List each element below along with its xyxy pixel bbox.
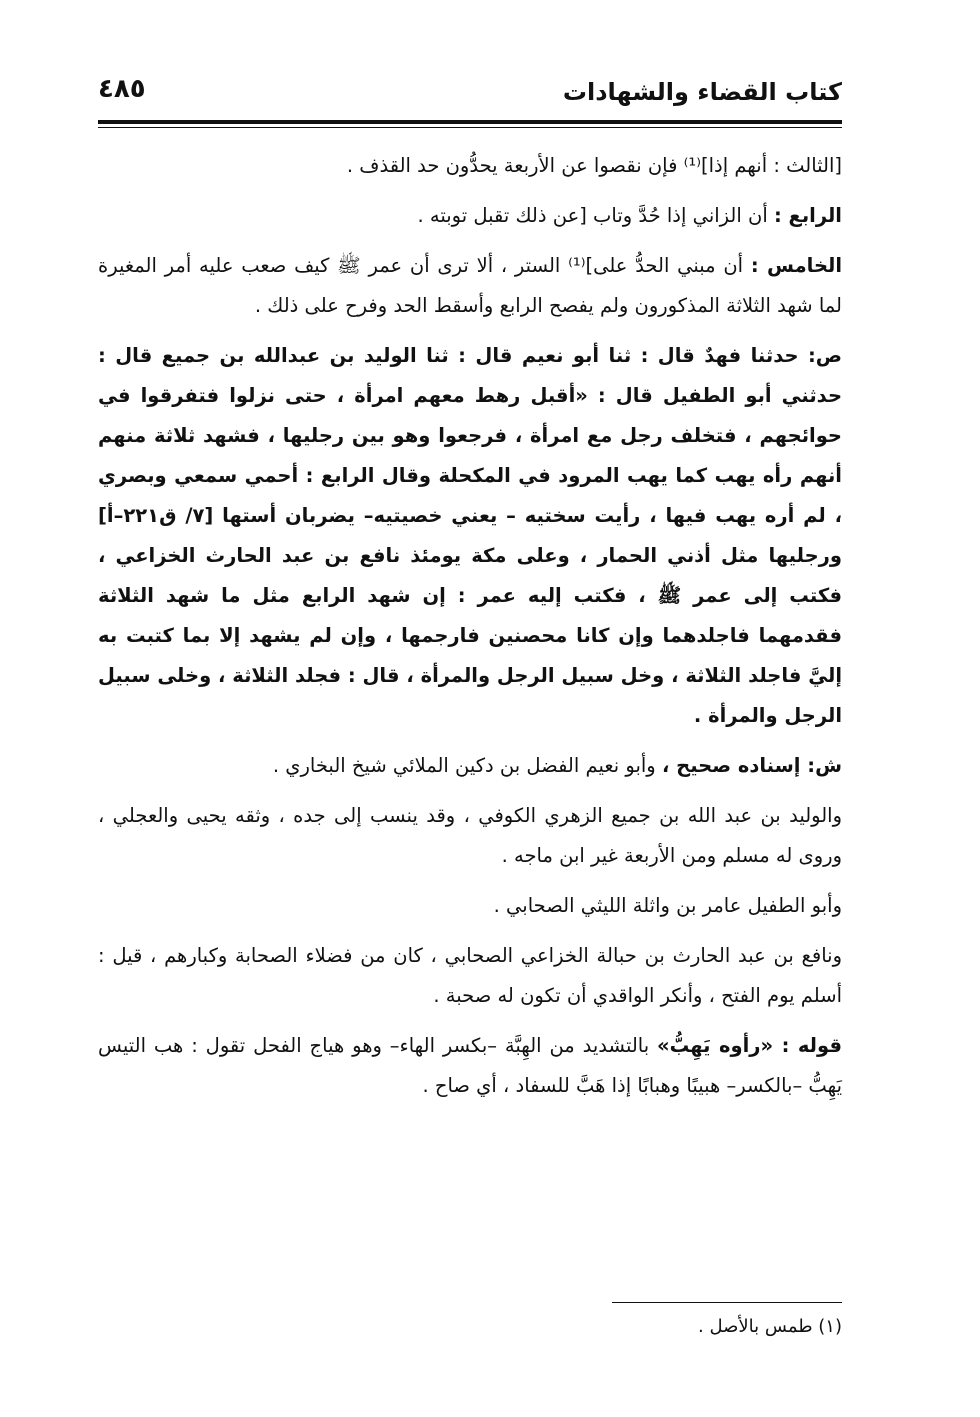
paragraph-abu-tufail xyxy=(98,886,842,926)
paragraph-fourth xyxy=(98,196,842,236)
footnote: (١) طمس بالأصل . xyxy=(698,1316,842,1337)
paragraph-fifth xyxy=(98,246,842,326)
paragraph-text: أن مبني الحدُّ على]⁽¹⁾ الستر ، ألا ترى أن عمر ﷺ كيف صعب عليه أمر المغيرة لما شهد الثلاثة المذكورون ولم يفصح الرابع وأسقط الحد وفرح على ذلك . xyxy=(98,254,842,317)
header-rule-thin xyxy=(98,127,842,128)
paragraph-text: ونافع بن عبد الحارث بن حبالة الخزاعي الصحابي ، كان من فضلاء الصحابة وكبارهم ، قيل : أسلم يوم الفتح ، وأنكر الواقدي أن تكون له صحبة . xyxy=(98,944,842,1007)
paragraph-lead: قوله : «رأوه يَهِبُّ» xyxy=(657,1034,842,1057)
paragraph-qawluhu xyxy=(98,1026,842,1106)
paragraph-lead: ش: إسناده صحيح ، xyxy=(661,754,842,777)
paragraph-text: أن الزاني إذا حُدَّ وتاب [عن ذلك تقبل توبته . xyxy=(417,204,768,227)
chapter-title: كتاب القضاء والشهادات xyxy=(562,78,842,106)
paragraph-hadith xyxy=(98,336,842,736)
paragraph-lead: الخامس : xyxy=(750,254,843,277)
paragraph-text: وأبو نعيم الفضل بن دكين الملائي شيخ البخاري . xyxy=(272,754,656,777)
paragraph-sharh xyxy=(98,746,842,786)
page-body xyxy=(98,146,842,1116)
header-rule xyxy=(98,120,842,124)
page-header xyxy=(98,70,842,116)
paragraph-third xyxy=(98,146,842,186)
document-page xyxy=(98,70,843,1337)
paragraph-text: [الثالث : أنهم إذا]⁽¹⁾ فإن نقصوا عن الأربعة يحدُّون حد القذف . xyxy=(346,154,842,177)
paragraph-walid xyxy=(98,796,842,876)
paragraph-lead: الرابع : xyxy=(773,204,842,227)
paragraph-text: بالتشديد من الهِبَّة –بكسر الهاء– وهو هياج الفحل تقول : هب التيس يَهِبُّ –بالكسر– هبيبًا وهبابًا إذا هَبَّ للسفاد ، أي صاح . xyxy=(98,1034,842,1097)
footnote-rule xyxy=(612,1302,842,1303)
paragraph-nafi xyxy=(98,936,842,1016)
paragraph-text: حدثنا فهدٌ قال : ثنا أبو نعيم قال : ثنا الوليد بن عبدالله بن جميع قال : حدثني أبو الطفيل قال : «أقبل رهط معهم امرأة ، حتى نزلوا فتفرقوا في حوائجهم ، فتخلف رجل مع امرأة ، فرجعوا وهو بين رجليها ، فشهد ثلاثة منهم أنهم رأه يهب كما يهب المرود في المكحلة وقال الرابع : أحمي سمعي وبصري ، لم أره يهب فيها ، رأيت سختيه – يعني خصيتيه– يضربان أستها [٧/ ق٢٢١–أ] ورجليها مثل أذني الحمار ، وعلى مكة يومئذ نافع بن عبد الحارث الخزاعي ، فكتب إلى عمر ﷺ ، فكتب إليه عمر : إن شهد الرابع مثل ما شهد الثلاثة فقدمهما فاجلدهما وإن كانا محصنين فارجمها ، وإن لم يشهد إلا بما كتبت به إليَّ فاجلد الثلاثة ، وخل سبيل الرجل والمرأة ، قال : فجلد الثلاثة ، وخلى سبيل الرجل والمرأة . xyxy=(98,344,842,727)
paragraph-text: وأبو الطفيل عامر بن واثلة الليثي الصحابي . xyxy=(493,894,842,917)
paragraph-text: والوليد بن عبد الله بن جميع الزهري الكوفي ، وقد ينسب إلى جده ، وثقه يحيى والعجلي ، وروى له مسلم ومن الأربعة غير ابن ماجه . xyxy=(98,804,842,867)
paragraph-lead: ص: xyxy=(807,344,842,367)
page-number: ٤٨٥ xyxy=(98,74,146,104)
